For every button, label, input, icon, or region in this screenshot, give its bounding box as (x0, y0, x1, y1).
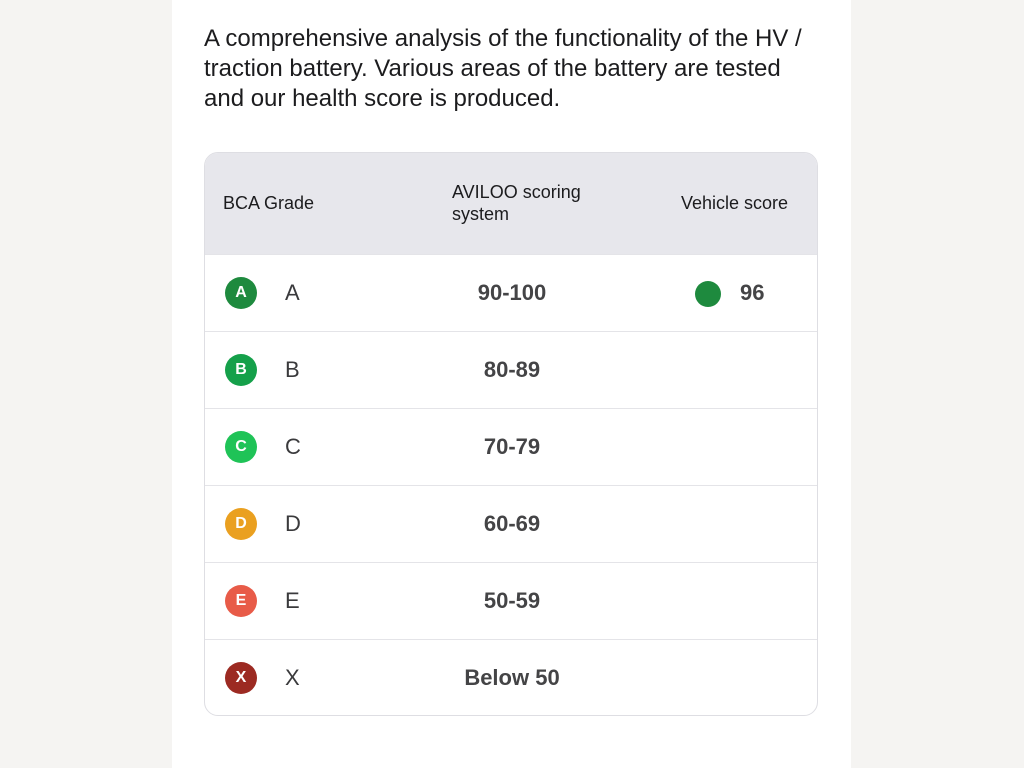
table-row-b (205, 331, 817, 408)
score-range: 70-79 (483, 434, 541, 459)
grade-label: X (285, 665, 300, 690)
table-row-e (205, 562, 817, 639)
table-row-d (205, 485, 817, 562)
score-range: Below 50 (464, 665, 560, 690)
score-range: 90-100 (477, 280, 547, 305)
grade-badge-x: X (225, 662, 257, 694)
grade-badge-b: B (225, 354, 257, 386)
score-range: 50-59 (483, 588, 541, 613)
table-header (205, 153, 817, 254)
table-row-x (205, 639, 817, 716)
content-panel (172, 0, 851, 768)
grade-label: B (285, 357, 300, 382)
vehicle-score-dot (695, 281, 721, 307)
header-aviloo-scoring: AVILOO scoring system (452, 182, 581, 224)
table-row-a (205, 254, 817, 331)
grade-label: C (285, 434, 301, 459)
grade-label: A (285, 280, 300, 305)
grade-badge-c: C (225, 431, 257, 463)
score-range: 60-69 (483, 511, 541, 536)
header-vehicle-score: Vehicle score (681, 193, 789, 213)
battery-description: A comprehensive analysis of the functionality of the HV / traction battery. Various areas of the battery are tested and our health score is produced. (204, 25, 802, 112)
grade-label: D (285, 511, 301, 536)
grade-badge-a: A (225, 277, 257, 309)
score-range: 80-89 (483, 357, 541, 382)
vehicle-score-value: 96 (740, 280, 765, 305)
table-row-c (205, 408, 817, 485)
header-bca-grade: BCA Grade (223, 193, 315, 213)
grade-table (204, 152, 818, 716)
grade-label: E (285, 588, 300, 613)
grade-badge-d: D (225, 508, 257, 540)
grade-badge-e: E (225, 585, 257, 617)
